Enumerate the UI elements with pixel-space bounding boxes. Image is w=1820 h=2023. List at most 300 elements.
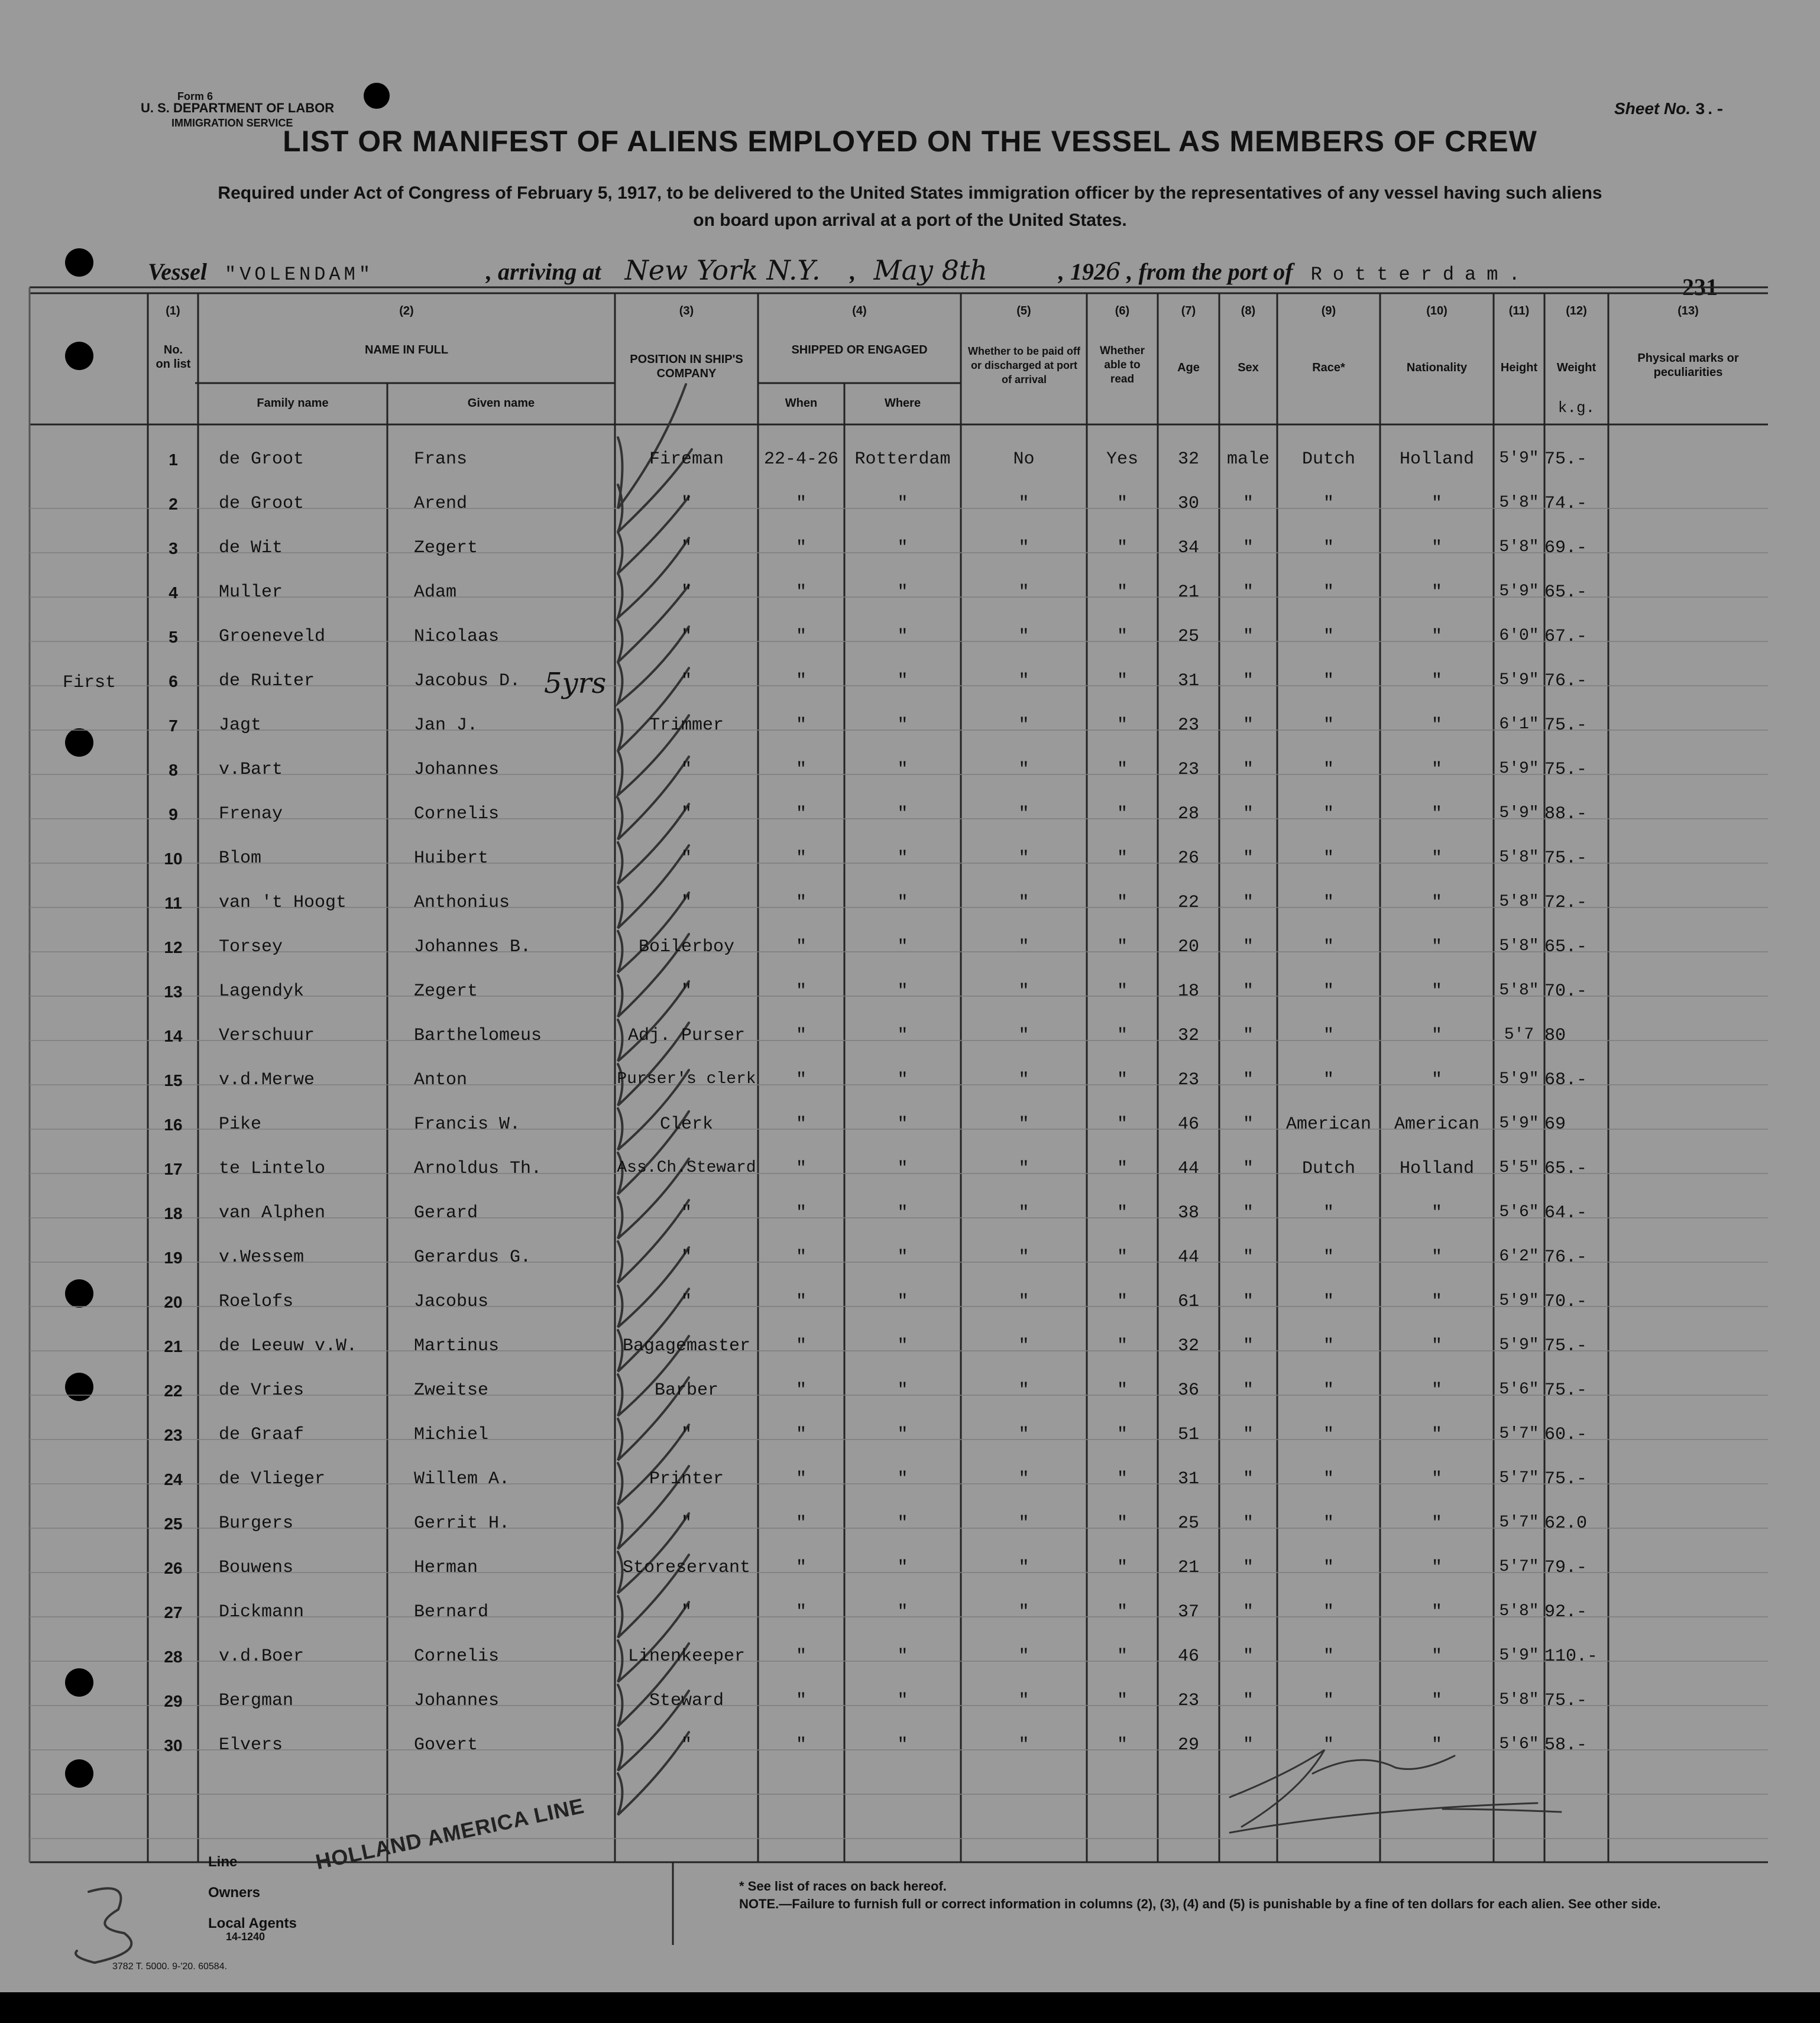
handwritten-annotation: 5yrs [544, 667, 607, 700]
cell-family-name: Frenay [219, 804, 283, 824]
cell-weight: 65.- [1544, 582, 1588, 602]
cell-shipped-where: " [897, 1469, 908, 1489]
cell-able-to-read: " [1116, 1558, 1128, 1578]
cell-shipped-where: " [897, 1114, 908, 1134]
cell-age: 29 [1177, 1735, 1199, 1755]
cell-paid-off: " [1018, 627, 1029, 647]
cell-position: " [681, 1425, 692, 1445]
row-number: 6 [169, 672, 178, 690]
cell-nationality: " [1431, 715, 1442, 735]
cell-weight: 67.- [1544, 627, 1588, 647]
cell-paid-off: " [1018, 1513, 1029, 1534]
cell-family-name: de Vries [219, 1380, 305, 1400]
cell-able-to-read: " [1116, 1159, 1128, 1179]
cell-height: 5'8" [1499, 1602, 1539, 1620]
row-number: 11 [164, 894, 182, 912]
cell-able-to-read: " [1116, 1602, 1128, 1622]
row-number: 15 [164, 1071, 183, 1090]
cell-family-name: de Ruiter [219, 671, 315, 691]
cell-shipped-when: " [795, 1292, 807, 1312]
cell-height: 5'7" [1499, 1558, 1539, 1576]
row-number: 19 [164, 1249, 183, 1267]
cell-weight: 75.- [1544, 715, 1588, 735]
cell-height: 5'9" [1499, 1292, 1539, 1310]
cell-race: " [1323, 1602, 1334, 1622]
cell-able-to-read: " [1116, 1469, 1128, 1489]
cell-nationality: " [1431, 1247, 1442, 1267]
cell-position: " [681, 494, 692, 514]
cell-shipped-when: 22-4-26 [763, 449, 839, 469]
cell-age: 31 [1177, 671, 1199, 691]
cell-able-to-read: " [1116, 627, 1128, 647]
cell-able-to-read: " [1116, 804, 1128, 824]
col4a-header: When [785, 397, 818, 410]
cell-given-name: Adam [414, 582, 457, 602]
cell-shipped-when: " [795, 1735, 807, 1755]
cell-height: 5'9" [1499, 449, 1539, 468]
col11-header: Height [1500, 361, 1538, 374]
arriving-port: New York N.Y. [624, 254, 821, 286]
cell-race: " [1323, 1026, 1334, 1046]
cell-given-name: Govert [414, 1735, 478, 1755]
col10-header: Nationality [1406, 361, 1468, 374]
col2b-header: Given name [467, 397, 535, 410]
cell-shipped-when: " [795, 1646, 807, 1667]
col9-header: Race* [1312, 361, 1345, 374]
col13-number: (13) [1677, 304, 1699, 317]
print-code: 3782 T. 5000. 9-'20. 60584. [112, 1962, 228, 1972]
cell-position: Fireman [649, 449, 724, 469]
cell-paid-off: " [1018, 715, 1029, 735]
fine-note: NOTE.—Failure to furnish full or correct information in columns (2), (3), (4) and (5) is punishable by a fine of ten dollars for each alien. See other side. [739, 1896, 1661, 1911]
cell-family-name: Burgers [219, 1513, 294, 1534]
cell-age: 46 [1177, 1114, 1199, 1134]
cell-age: 26 [1177, 848, 1199, 868]
cell-shipped-where: " [897, 538, 908, 558]
cell-able-to-read: Yes [1106, 449, 1138, 469]
cell-family-name: v.d.Merwe [219, 1070, 315, 1090]
cell-race: " [1323, 538, 1334, 558]
cell-height: 5'8" [1499, 494, 1539, 512]
cell-paid-off: " [1018, 671, 1029, 691]
row-number: 17 [164, 1160, 183, 1178]
cell-family-name: van 't Hoogt [219, 893, 347, 913]
cell-given-name: Arend [414, 494, 468, 514]
cell-shipped-when: " [795, 1026, 807, 1046]
cell-position: " [681, 804, 692, 824]
cell-nationality: " [1431, 848, 1442, 868]
cell-able-to-read: " [1116, 893, 1128, 913]
cell-shipped-where: " [897, 1602, 908, 1622]
cell-shipped-when: " [795, 715, 807, 735]
cell-height: 5'8" [1499, 893, 1539, 911]
cell-given-name: Gerardus G. [414, 1247, 532, 1267]
cell-age: 22 [1177, 893, 1199, 913]
cell-able-to-read: " [1116, 848, 1128, 868]
row-number: 20 [164, 1293, 183, 1311]
col7-header: Age [1177, 361, 1200, 374]
agents-code: 14-1240 [226, 1931, 265, 1943]
cell-shipped-where: " [897, 1336, 908, 1356]
cell-height: 5'8" [1499, 981, 1539, 1000]
cell-position: " [681, 1602, 692, 1622]
cell-given-name: Martinus [414, 1336, 500, 1356]
cell-position: Trimmer [649, 715, 724, 735]
vessel-name: "VOLENDAM" [225, 264, 374, 286]
cell-sex: " [1242, 1292, 1254, 1312]
col2-number: (2) [399, 304, 414, 317]
cell-position: Ass.Ch.Steward [617, 1159, 756, 1177]
cell-given-name: Huibert [414, 848, 489, 868]
cell-height: 6'2" [1499, 1247, 1539, 1266]
cell-shipped-when: " [795, 1425, 807, 1445]
cell-age: 44 [1177, 1247, 1199, 1267]
cell-shipped-where: " [897, 671, 908, 691]
cell-weight: 80 [1544, 1026, 1566, 1046]
cell-shipped-when: " [795, 1602, 807, 1622]
cell-sex: " [1242, 1247, 1254, 1267]
cell-able-to-read: " [1116, 760, 1128, 780]
cell-age: 23 [1177, 760, 1199, 780]
cell-height: 5'7" [1499, 1469, 1539, 1487]
cell-race: " [1323, 1646, 1334, 1667]
cell-age: 44 [1177, 1159, 1199, 1179]
subtitle-line-2: on board upon arrival at a port of the United States. [693, 210, 1127, 230]
cell-nationality: " [1431, 937, 1442, 957]
cell-shipped-when: " [795, 1114, 807, 1134]
stamp-number: 231 [1682, 274, 1718, 300]
cell-position: Bagagemaster [622, 1336, 751, 1356]
cell-nationality: " [1431, 981, 1442, 1001]
cell-able-to-read: " [1116, 981, 1128, 1001]
cell-sex: " [1242, 1159, 1254, 1179]
cell-nationality: " [1431, 1469, 1442, 1489]
cell-shipped-when: " [795, 804, 807, 824]
row-number: 1 [169, 450, 178, 469]
cell-age: 23 [1177, 1691, 1199, 1711]
row-number: 8 [169, 761, 178, 779]
cell-age: 31 [1177, 1469, 1199, 1489]
cell-position: " [681, 538, 692, 558]
cell-age: 28 [1177, 804, 1199, 824]
cell-shipped-when: " [795, 1469, 807, 1489]
col4b-header: Where [884, 397, 921, 410]
cell-sex: " [1242, 1114, 1254, 1134]
row-number: 4 [169, 583, 178, 602]
cell-shipped-when: " [795, 538, 807, 558]
cell-age: 18 [1177, 981, 1199, 1001]
cell-shipped-when: " [795, 1691, 807, 1711]
cell-able-to-read: " [1116, 1026, 1128, 1046]
cell-nationality: " [1431, 582, 1442, 602]
cell-given-name: Nicolaas [414, 627, 500, 647]
col11-number: (11) [1508, 304, 1530, 317]
cell-age: 32 [1177, 1026, 1199, 1046]
cell-given-name: Gerard [414, 1203, 478, 1223]
cell-nationality: " [1431, 1513, 1442, 1534]
cell-shipped-where: " [897, 1646, 908, 1667]
sheet-number: Sheet No. 3.- [1614, 99, 1725, 119]
row-number: 26 [164, 1559, 183, 1577]
cell-able-to-read: " [1116, 1336, 1128, 1356]
cell-family-name: v.d.Boer [219, 1646, 305, 1667]
col6-number: (6) [1115, 304, 1130, 317]
cell-shipped-where: " [897, 760, 908, 780]
cell-family-name: Torsey [219, 937, 283, 957]
cell-paid-off: " [1018, 760, 1029, 780]
cell-race: " [1323, 671, 1334, 691]
cell-family-name: Elvers [219, 1735, 283, 1755]
cell-family-name: de Wit [219, 538, 283, 558]
cell-sex: " [1242, 1380, 1254, 1400]
cell-shipped-where: " [897, 1247, 908, 1267]
cell-given-name: Anthonius [414, 893, 510, 913]
cell-family-name: Verschuur [219, 1026, 315, 1046]
cell-position: Storeservant [622, 1558, 751, 1578]
cell-shipped-when: " [795, 760, 807, 780]
cell-race: " [1323, 937, 1334, 957]
row-number: 30 [164, 1736, 183, 1755]
cell-position: Boilerboy [638, 937, 735, 957]
col8-number: (8) [1241, 304, 1256, 317]
cell-able-to-read: " [1116, 1292, 1128, 1312]
cell-weight: 70.- [1544, 1292, 1588, 1312]
cell-able-to-read: " [1116, 1247, 1128, 1267]
col7-number: (7) [1181, 304, 1196, 317]
cell-nationality: Holland [1399, 1159, 1475, 1179]
cell-shipped-where: " [897, 1203, 908, 1223]
cell-height: 5'8" [1499, 538, 1539, 556]
cell-race: " [1323, 494, 1334, 514]
cell-race: " [1323, 981, 1334, 1001]
cell-sex: male [1226, 449, 1270, 469]
form-number: Form 6 [177, 90, 213, 102]
cell-able-to-read: " [1116, 494, 1128, 514]
cell-given-name: Johannes [414, 760, 500, 780]
cell-shipped-where: " [897, 981, 908, 1001]
cell-age: 46 [1177, 1646, 1199, 1667]
cell-sex: " [1242, 494, 1254, 514]
cell-given-name: Herman [414, 1558, 478, 1578]
row-number: 16 [164, 1116, 183, 1134]
cell-nationality: " [1431, 538, 1442, 558]
cell-age: 34 [1177, 538, 1199, 558]
cell-family-name: v.Wessem [219, 1247, 305, 1267]
cell-height: 5'6" [1499, 1203, 1539, 1221]
cell-position: " [681, 1292, 692, 1312]
cell-weight: 75.- [1544, 1691, 1588, 1711]
cell-paid-off: " [1018, 538, 1029, 558]
cell-height: 5'9" [1499, 1646, 1539, 1665]
cell-weight: 75.- [1544, 760, 1588, 780]
cell-nationality: " [1431, 1336, 1442, 1356]
cell-height: 6'1" [1499, 715, 1539, 734]
cell-nationality: " [1431, 1691, 1442, 1711]
cell-paid-off: " [1018, 1380, 1029, 1400]
cell-paid-off: " [1018, 494, 1029, 514]
cell-sex: " [1242, 1646, 1254, 1667]
cell-weight: 75.- [1544, 848, 1588, 868]
cell-given-name: Jacobus D. [414, 671, 521, 691]
cell-paid-off: " [1018, 981, 1029, 1001]
races-note: * See list of races on back hereof. [739, 1879, 947, 1894]
col1-header: No. on list [156, 343, 191, 371]
cell-weight: 75.- [1544, 1336, 1588, 1356]
cell-weight: 65.- [1544, 1159, 1588, 1179]
cell-age: 51 [1177, 1425, 1199, 1445]
cell-able-to-read: " [1116, 715, 1128, 735]
cell-race: " [1323, 1513, 1334, 1534]
cell-race: " [1323, 893, 1334, 913]
cell-shipped-where: " [897, 582, 908, 602]
cell-paid-off: " [1018, 1203, 1029, 1223]
cell-weight: 110.- [1544, 1646, 1598, 1667]
row-number: 24 [164, 1470, 183, 1489]
cell-race: " [1323, 848, 1334, 868]
row-number: 25 [164, 1515, 183, 1533]
cell-sex: " [1242, 1558, 1254, 1578]
cell-paid-off: " [1018, 1602, 1029, 1622]
cell-race: " [1323, 1292, 1334, 1312]
cell-given-name: Anton [414, 1070, 468, 1090]
cell-shipped-when: " [795, 1203, 807, 1223]
cell-weight: 76.- [1544, 1247, 1588, 1267]
row-number: 5 [169, 628, 178, 646]
cell-position: Clerk [659, 1114, 713, 1134]
cell-height: 5'7 [1504, 1026, 1534, 1044]
cell-height: 5'8" [1499, 937, 1539, 955]
cell-shipped-where: " [897, 494, 908, 514]
cell-weight: 75.- [1544, 1469, 1588, 1489]
service-label: IMMIGRATION SERVICE [171, 117, 293, 129]
cell-weight: 72.- [1544, 893, 1588, 913]
cell-given-name: Willem A. [414, 1469, 510, 1489]
cell-position: " [681, 671, 692, 691]
cell-race: " [1323, 1469, 1334, 1489]
cell-given-name: Arnoldus Th. [414, 1159, 542, 1179]
cell-age: 32 [1177, 449, 1199, 469]
department-label: U. S. DEPARTMENT OF LABOR [141, 100, 335, 115]
cell-able-to-read: " [1116, 671, 1128, 691]
cell-family-name: Groeneveld [219, 627, 326, 647]
cell-shipped-when: " [795, 1070, 807, 1090]
cell-given-name: Michiel [414, 1425, 489, 1445]
cell-family-name: de Groot [219, 449, 305, 469]
cell-age: 61 [1177, 1292, 1199, 1312]
cell-paid-off: " [1018, 1735, 1029, 1755]
cell-weight: 88.- [1544, 804, 1588, 824]
cell-able-to-read: " [1116, 1425, 1128, 1445]
cell-height: 5'9" [1499, 1070, 1539, 1088]
cell-shipped-where: " [897, 1691, 908, 1711]
col5-number: (5) [1016, 304, 1031, 317]
col3-number: (3) [679, 304, 694, 317]
cell-nationality: " [1431, 1425, 1442, 1445]
cell-race: " [1323, 760, 1334, 780]
cell-shipped-when: " [795, 937, 807, 957]
cell-given-name: Cornelis [414, 1646, 500, 1667]
cell-shipped-where: " [897, 1380, 908, 1400]
cell-shipped-where: " [897, 1159, 908, 1179]
cell-height: 5'9" [1499, 671, 1539, 689]
cell-given-name: Zweitse [414, 1380, 489, 1400]
row-number: 10 [164, 850, 183, 868]
cell-able-to-read: " [1116, 1513, 1128, 1534]
row-number: 29 [164, 1692, 183, 1710]
col12-unit: k.g. [1557, 399, 1595, 417]
cell-race: " [1323, 627, 1334, 647]
row-number: 23 [164, 1426, 183, 1444]
cell-age: 30 [1177, 494, 1199, 514]
holland-america-line-stamp: HOLLAND AMERICA LINE [313, 1793, 587, 1875]
row-number: 18 [164, 1204, 183, 1223]
cell-race: " [1323, 715, 1334, 735]
cell-sex: " [1242, 804, 1254, 824]
cell-sex: " [1242, 582, 1254, 602]
cell-age: 36 [1177, 1380, 1199, 1400]
col2a-header: Family name [257, 397, 329, 410]
cell-family-name: Pike [219, 1114, 262, 1134]
cell-position: " [681, 1203, 692, 1223]
cell-sex: " [1242, 937, 1254, 957]
cell-age: 23 [1177, 715, 1199, 735]
cell-paid-off: " [1018, 1646, 1029, 1667]
cell-shipped-where: " [897, 1425, 908, 1445]
row-number: 13 [164, 983, 183, 1001]
page-title: LIST OR MANIFEST OF ALIENS EMPLOYED ON THE VESSEL AS MEMBERS OF CREW [283, 125, 1537, 158]
cell-height: 5'6" [1499, 1735, 1539, 1753]
cell-sex: " [1242, 1513, 1254, 1534]
cell-position: " [681, 848, 692, 868]
cell-weight: 62.0 [1544, 1513, 1588, 1534]
cell-race: " [1323, 1203, 1334, 1223]
cell-given-name: Zegert [414, 981, 478, 1001]
cell-given-name: Barthelomeus [414, 1026, 542, 1046]
cell-height: 5'8" [1499, 1691, 1539, 1709]
cell-shipped-when: " [795, 1513, 807, 1534]
cell-shipped-when: " [795, 893, 807, 913]
cell-able-to-read: " [1116, 1114, 1128, 1134]
cell-shipped-when: " [795, 494, 807, 514]
cell-race: Dutch [1301, 1159, 1355, 1179]
line-label: Line [208, 1854, 238, 1870]
voyage-line: Vessel "VOLENDAM" , arriving at New York N.Y. , May 8th , 1926 , from the port of Rotterdam. [148, 254, 1531, 286]
cell-family-name: Bouwens [219, 1558, 294, 1578]
col2-header: NAME IN FULL [364, 343, 449, 356]
cell-height: 5'9" [1499, 804, 1539, 822]
cell-race: " [1323, 1247, 1334, 1267]
cell-shipped-when: " [795, 1380, 807, 1400]
cell-shipped-where: " [897, 1558, 908, 1578]
cell-weight: 60.- [1544, 1425, 1588, 1445]
cell-nationality: American [1394, 1114, 1480, 1134]
owners-label: Owners [208, 1885, 261, 1901]
cell-race: Dutch [1301, 449, 1355, 469]
cell-position: " [681, 627, 692, 647]
cell-family-name: Dickmann [219, 1602, 305, 1622]
cell-nationality: " [1431, 893, 1442, 913]
row-number: 12 [164, 938, 183, 957]
cell-family-name: te Lintelo [219, 1159, 326, 1179]
row-number: 9 [169, 805, 178, 824]
cell-position: " [681, 1735, 692, 1755]
cell-given-name: Johannes B. [414, 937, 532, 957]
cell-paid-off: " [1018, 1336, 1029, 1356]
cell-age: 21 [1177, 1558, 1199, 1578]
cell-position: " [681, 981, 692, 1001]
col12-header: Weight [1556, 361, 1596, 374]
cell-race: " [1323, 1380, 1334, 1400]
